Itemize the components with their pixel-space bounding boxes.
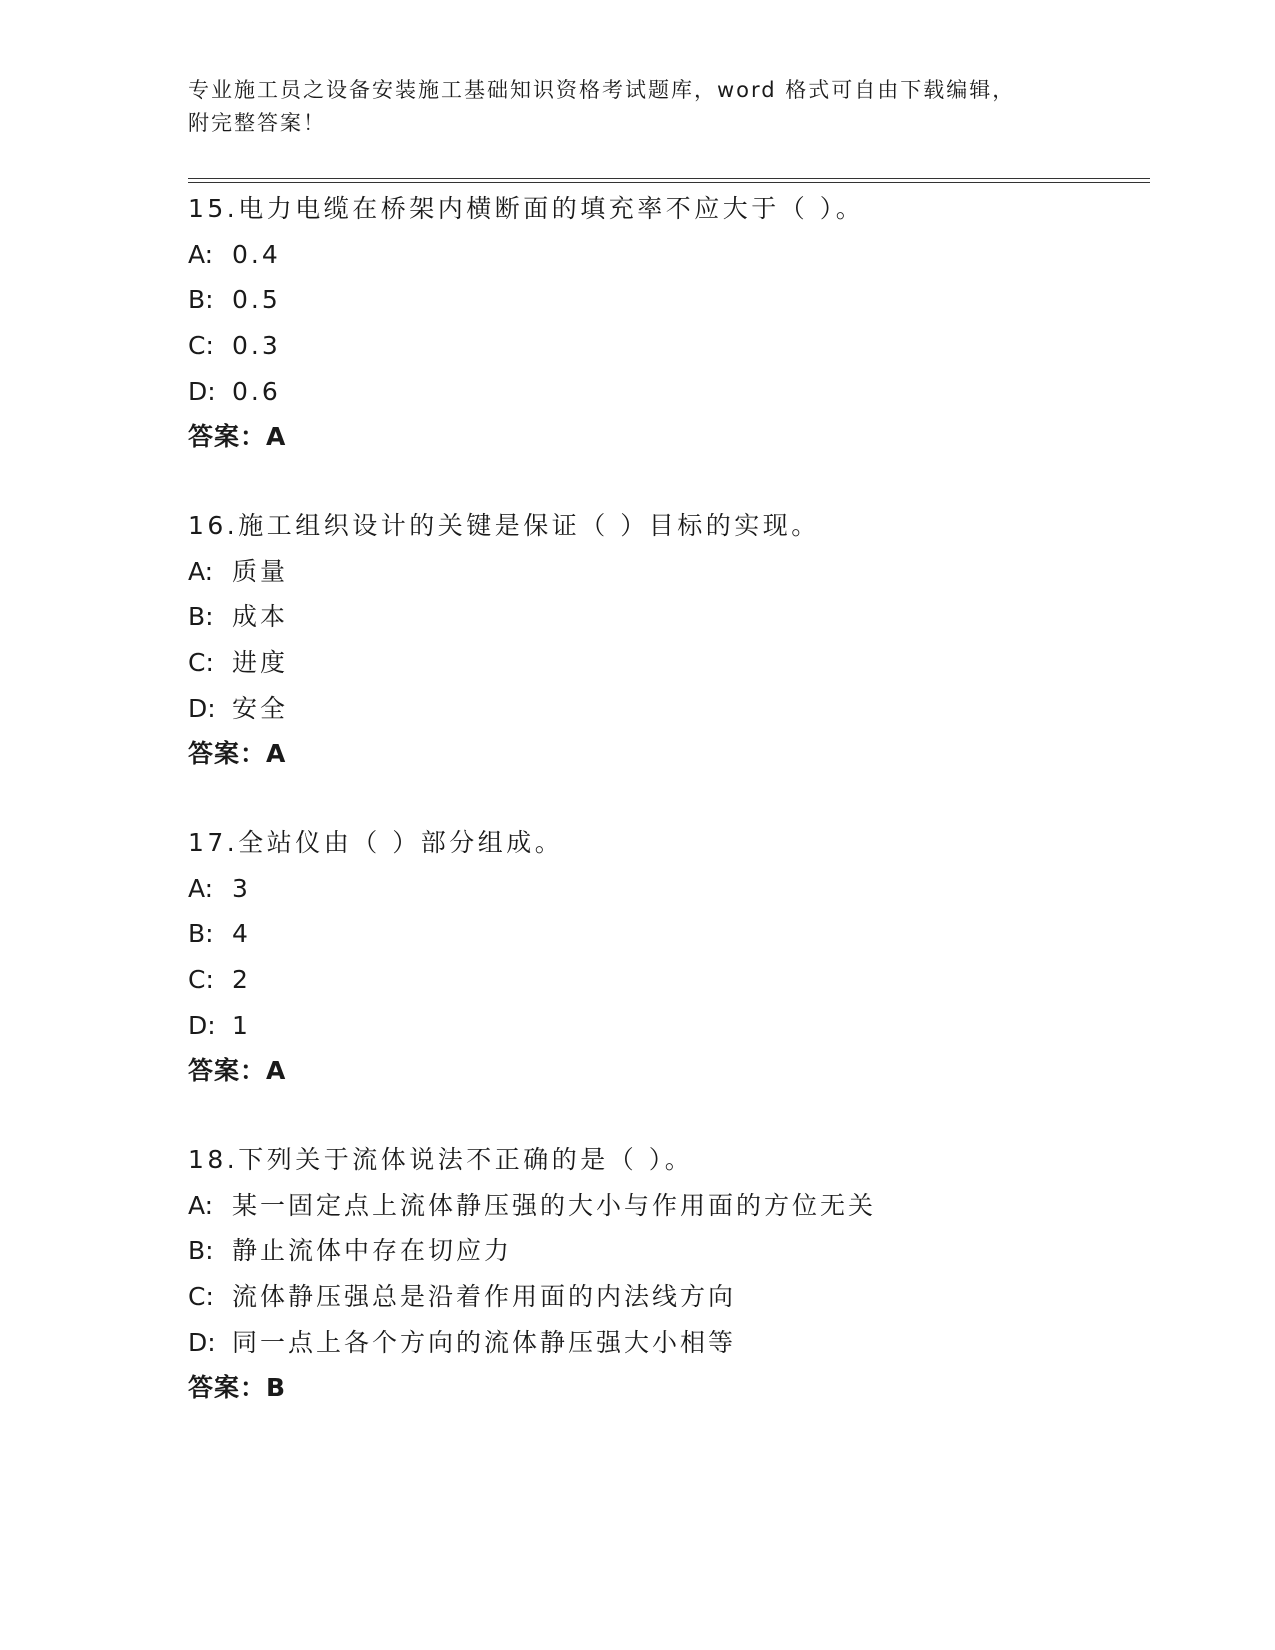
option-b (188, 602, 1088, 648)
option-d (188, 1328, 1088, 1374)
document-header (188, 74, 1068, 140)
option-key: B: (188, 919, 214, 949)
option-key: C: (188, 331, 214, 361)
option-key: D: (188, 1010, 216, 1040)
question-stem: 18.下列关于流体说法不正确的是（ ）。 (188, 1145, 694, 1174)
option-d (188, 1011, 1088, 1057)
answer-value: B (266, 1373, 287, 1403)
question-15 (188, 194, 1088, 468)
option-c (188, 965, 1088, 1011)
option-key: C: (188, 1282, 214, 1312)
header-divider (188, 178, 1150, 183)
option-key: A: (188, 1190, 214, 1220)
answer-value: A (266, 739, 287, 769)
answer-label: 答案： (188, 739, 267, 769)
answer-label: 答案： (188, 1056, 267, 1086)
option-text: 进度 (232, 648, 289, 678)
question-stem: 16.施工组织设计的关键是保证（ ）目标的实现。 (188, 511, 820, 540)
option-text: 2 (232, 965, 251, 995)
option-text: 0.4 (232, 239, 281, 269)
answer-line (188, 422, 1088, 468)
header-line-2: 附完整答案！ (188, 111, 326, 135)
option-text: 流体静压强总是沿着作用面的内法线方向 (232, 1282, 737, 1312)
answer-line (188, 1056, 1088, 1102)
option-key: D: (188, 376, 216, 406)
option-d (188, 694, 1088, 740)
header-line-1: 专业施工员之设备安装施工基础知识资格考试题库，word 格式可自由下载编辑， (188, 78, 1016, 102)
option-a (188, 557, 1088, 603)
option-a (188, 874, 1088, 920)
answer-label: 答案： (188, 422, 267, 452)
answer-label: 答案： (188, 1373, 267, 1403)
question-18 (188, 1145, 1088, 1419)
question-stem: 17.全站仪由（ ）部分组成。 (188, 828, 564, 857)
option-b (188, 919, 1088, 965)
option-key: A: (188, 239, 214, 269)
option-key: B: (188, 602, 214, 632)
option-d (188, 377, 1088, 423)
answer-value: A (266, 1056, 287, 1086)
option-a (188, 240, 1088, 286)
option-c (188, 648, 1088, 694)
question-17 (188, 828, 1088, 1102)
option-text: 安全 (232, 693, 289, 723)
answer-line (188, 1373, 1088, 1419)
answer-line (188, 739, 1088, 785)
option-c (188, 331, 1088, 377)
option-text: 0.6 (232, 376, 281, 406)
option-b (188, 1236, 1088, 1282)
question-stem: 15.电力电缆在桥架内横断面的填充率不应大于（ ）。 (188, 194, 865, 223)
option-text: 质量 (232, 556, 289, 586)
option-text: 0.5 (232, 285, 281, 315)
option-text: 成本 (232, 602, 289, 632)
option-text: 静止流体中存在切应力 (232, 1236, 513, 1266)
question-16 (188, 511, 1088, 785)
option-text: 3 (232, 873, 251, 903)
option-key: C: (188, 965, 214, 995)
answer-value: A (266, 422, 287, 452)
option-key: A: (188, 556, 214, 586)
option-key: D: (188, 1327, 216, 1357)
option-text: 0.3 (232, 331, 281, 361)
option-text: 同一点上各个方向的流体静压强大小相等 (232, 1327, 737, 1357)
option-key: A: (188, 873, 214, 903)
option-key: D: (188, 693, 216, 723)
option-text: 1 (232, 1010, 251, 1040)
option-c (188, 1282, 1088, 1328)
option-text: 4 (232, 919, 251, 949)
option-b (188, 285, 1088, 331)
option-a (188, 1191, 1088, 1237)
option-key: C: (188, 648, 214, 678)
option-key: B: (188, 1236, 214, 1266)
option-text: 某一固定点上流体静压强的大小与作用面的方位无关 (232, 1190, 877, 1220)
option-key: B: (188, 285, 214, 315)
